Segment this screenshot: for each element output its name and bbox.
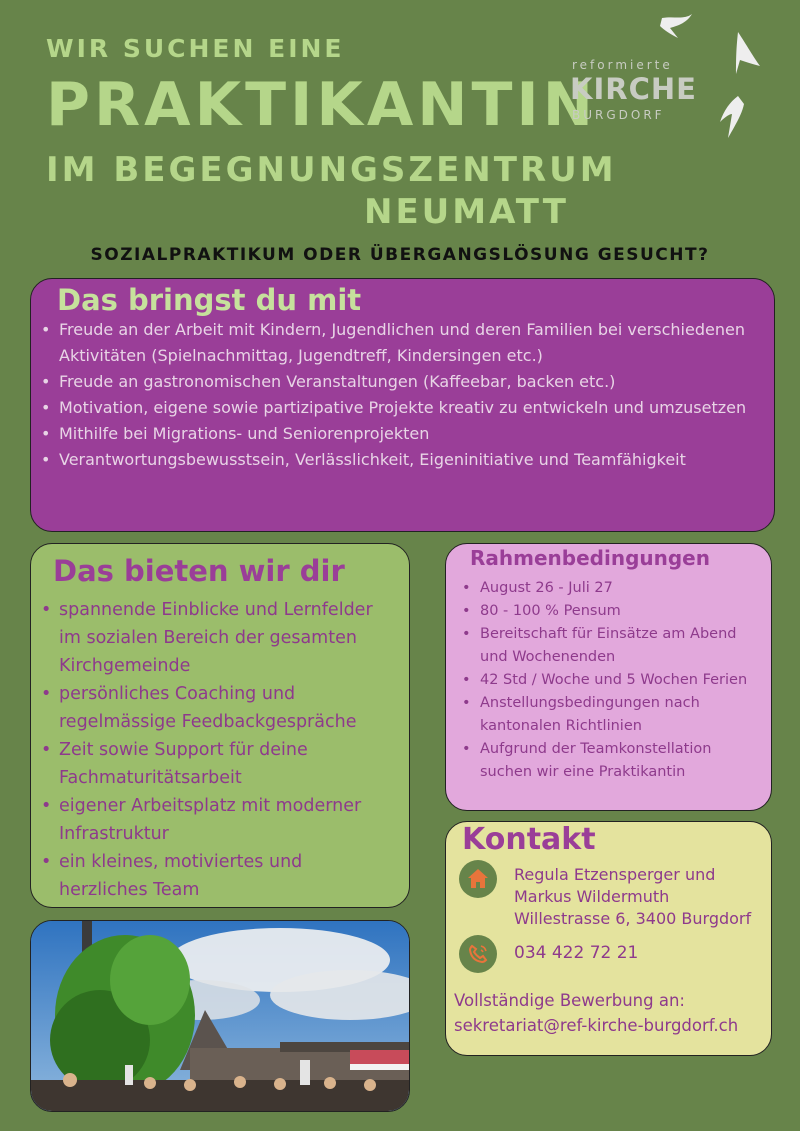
contact-title: Kontakt bbox=[462, 822, 596, 857]
offer-list bbox=[39, 596, 394, 904]
subtitle: SOZIALPRAKTIKUM ODER ÜBERGANGSLÖSUNG GESUCHT? bbox=[90, 245, 710, 265]
conditions-title: Rahmenbedingungen bbox=[470, 546, 710, 570]
offer-title: Das bieten wir dir bbox=[53, 554, 345, 588]
requirements-title: Das bringst du mit bbox=[57, 283, 362, 317]
church-logo bbox=[570, 10, 770, 140]
logo-text-bottom: BURGDORF bbox=[572, 108, 665, 122]
house-icon bbox=[459, 860, 497, 898]
list-item: • 80 - 100 % Pensum bbox=[460, 600, 760, 623]
contact-email[interactable]: sekretariat@ref-kirche-burgdorf.ch bbox=[454, 1016, 739, 1035]
contact-name-line2: Markus Wildermuth bbox=[514, 887, 670, 906]
list-item: • Verantwortungsbewusstsein, Verlässlichkeit, Eigeninitiative und Teamfähigkeit bbox=[39, 447, 759, 473]
application-label: Vollständige Bewerbung an: bbox=[454, 991, 685, 1010]
outdoor-event-photo bbox=[30, 920, 410, 1112]
offer-card bbox=[30, 543, 410, 908]
list-item: • Motivation, eigene sowie partizipative Projekte kreativ zu entwickeln und umzusetzen bbox=[39, 395, 759, 421]
headline-small: WIR SUCHEN EINE bbox=[46, 34, 345, 63]
list-item: • eigener Arbeitsplatz mit moderner Infrastruktur bbox=[39, 792, 394, 848]
phone-icon bbox=[459, 935, 497, 973]
list-item: • ein kleines, motiviertes und herzliches Team bbox=[39, 848, 394, 904]
list-item: • Mithilfe bei Migrations- und Seniorenprojekten bbox=[39, 421, 759, 447]
logo-text-main: KIRCHE bbox=[570, 72, 697, 106]
headline-location-line1: IM BEGEGNUNGSZENTRUM bbox=[46, 150, 617, 190]
list-item: • spannende Einblicke und Lernfelder im sozialen Bereich der gesamten Kirchgemeinde bbox=[39, 596, 394, 680]
conditions-card bbox=[445, 543, 772, 811]
list-item: • Anstellungsbedingungen nach kantonalen Richtlinien bbox=[460, 692, 760, 738]
list-item: • Zeit sowie Support für deine Fachmaturitätsarbeit bbox=[39, 736, 394, 792]
list-item: • Bereitschaft für Einsätze am Abend und Wochenenden bbox=[460, 623, 760, 669]
contact-card bbox=[445, 821, 772, 1056]
list-item: • August 26 - Juli 27 bbox=[460, 577, 760, 600]
requirements-card bbox=[30, 278, 775, 532]
list-item: • Freude an gastronomischen Veranstaltungen (Kaffeebar, backen etc.) bbox=[39, 369, 759, 395]
headline-location-line2: NEUMATT bbox=[364, 192, 569, 232]
list-item: • Freude an der Arbeit mit Kindern, Jugendlichen und deren Familien bei verschiedenen Aktivitäten (Spielnachmittag, Jugendtreff, Kindersingen etc.) bbox=[39, 317, 759, 369]
requirements-list bbox=[39, 317, 759, 473]
logo-text-top: reformierte bbox=[572, 58, 673, 72]
list-item: • Aufgrund der Teamkonstellation suchen wir eine Praktikantin bbox=[460, 738, 760, 784]
headline-title: PRAKTIKANTIN bbox=[46, 70, 597, 140]
contact-address bbox=[514, 864, 751, 930]
contact-name-line1: Regula Etzensperger und bbox=[514, 865, 716, 884]
list-item: • 42 Std / Woche und 5 Wochen Ferien bbox=[460, 669, 760, 692]
contact-street: Willestrasse 6, 3400 Burgdorf bbox=[514, 909, 752, 928]
list-item: • persönliches Coaching und regelmässige Feedbackgespräche bbox=[39, 680, 394, 736]
conditions-list bbox=[460, 577, 760, 784]
application-info bbox=[454, 988, 774, 1038]
contact-phone[interactable]: 034 422 72 21 bbox=[514, 943, 639, 963]
